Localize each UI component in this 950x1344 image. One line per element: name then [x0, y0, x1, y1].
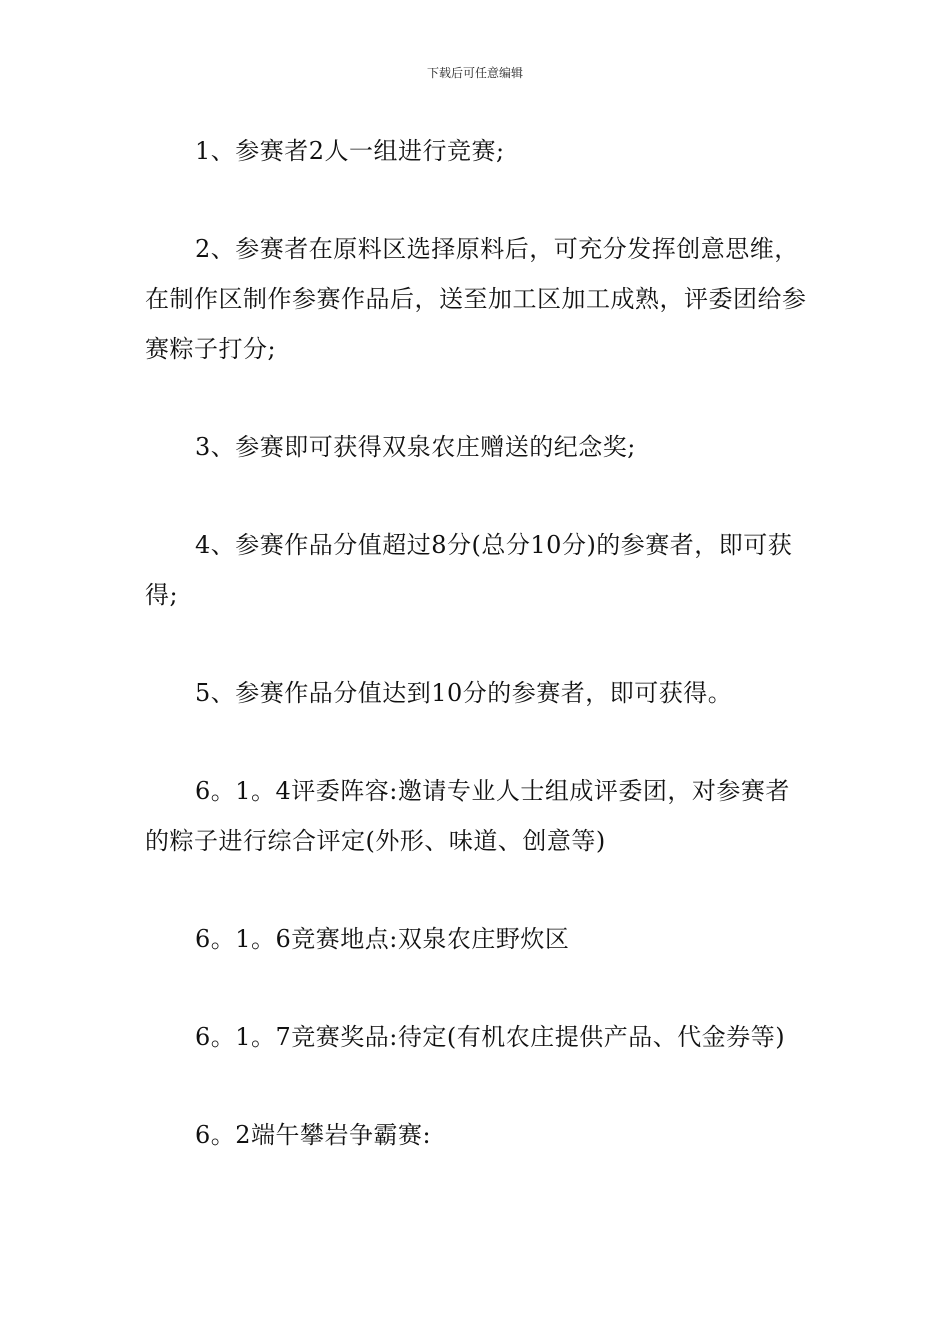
- paragraph-rule-1: 1、参赛者2人一组进行竞赛;: [195, 137, 505, 165]
- document-body: [145, 126, 813, 1208]
- paragraph-venue: 6。1。6竞赛地点:双泉农庄野炊区: [195, 925, 570, 953]
- paragraph-rule-2: 2、参赛者在原料区选择原料后，可充分发挥创意思维，在制作区制作参赛作品后，送至加工区加工成熟，评委团给参赛粽子打分;: [145, 235, 807, 363]
- paragraph-rule-3: 3、参赛即可获得双泉农庄赠送的纪念奖;: [195, 433, 636, 461]
- paragraph-rule-4: 4、参赛作品分值超过8分(总分10分)的参赛者，即可获得;: [145, 531, 793, 609]
- paragraph-judges: 6。1。4评委阵容:邀请专业人士组成评委团，对参赛者的粽子进行综合评定(外形、味道、创意等): [145, 777, 790, 855]
- page-header: 下载后可任意编辑: [426, 66, 523, 80]
- paragraph-prizes: 6。1。7竞赛奖品:待定(有机农庄提供产品、代金券等): [195, 1023, 786, 1051]
- paragraph-rule-5: 5、参赛作品分值达到10分的参赛者，即可获得。: [195, 679, 733, 707]
- paragraph-section-heading: 6。2端午攀岩争霸赛:: [195, 1121, 432, 1149]
